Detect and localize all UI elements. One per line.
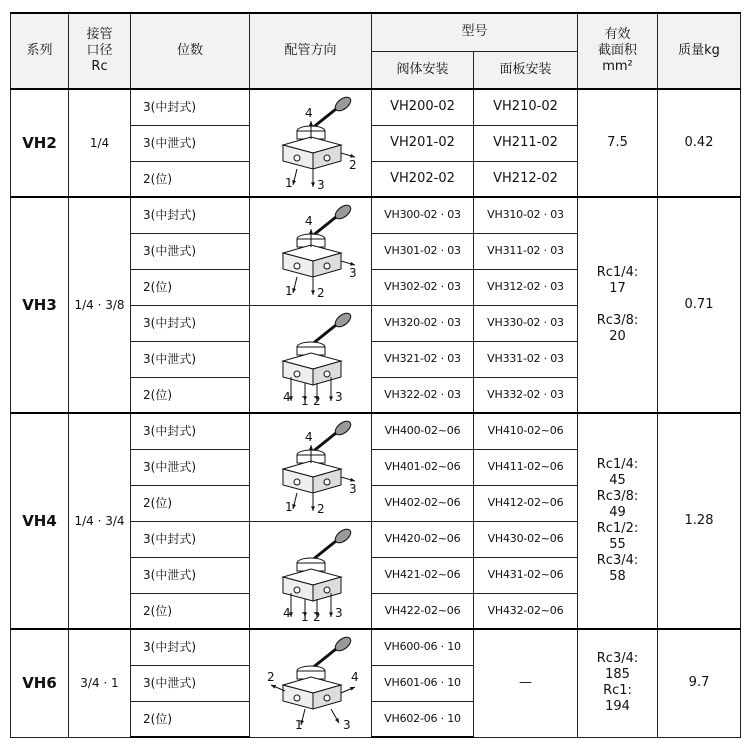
port-size: 3/4 · 1 bbox=[69, 629, 131, 737]
port-label: 4 bbox=[304, 214, 313, 229]
effective-area: Rc1/4: 17 Rc3/8: 20 bbox=[578, 197, 658, 413]
model-body-mount: VH422-02~06 bbox=[372, 593, 474, 629]
port-label: 2 bbox=[348, 158, 357, 172]
model-body-mount: VH322-02 · 03 bbox=[372, 377, 474, 413]
port-label: 1 bbox=[284, 500, 293, 515]
port-label: 2 bbox=[316, 502, 325, 516]
model-panel-mount: VH332-02 · 03 bbox=[474, 377, 578, 413]
model-body-mount: VH302-02 · 03 bbox=[372, 269, 474, 305]
series-name: VH4 bbox=[11, 413, 69, 629]
position-type: 3(中泄式) bbox=[131, 557, 250, 593]
position-type: 3(中封式) bbox=[131, 629, 250, 665]
model-body-mount: VH602-06 · 10 bbox=[372, 701, 474, 737]
header-series: 系列 bbox=[11, 13, 69, 89]
port-label: 4 bbox=[282, 389, 291, 404]
piping-diagram bbox=[250, 305, 372, 413]
model-panel-mount: VH330-02 · 03 bbox=[474, 305, 578, 341]
position-type: 2(位) bbox=[131, 593, 250, 629]
port-label: 3 bbox=[342, 718, 351, 732]
series-name: VH6 bbox=[11, 629, 69, 737]
model-panel-mount: — bbox=[474, 629, 578, 737]
port-label: 2 bbox=[266, 670, 275, 685]
port-label: 2 bbox=[312, 393, 321, 407]
model-panel-mount: VH211-02 bbox=[474, 125, 578, 161]
position-type: 3(中封式) bbox=[131, 305, 250, 341]
valve-bottom-port-icon bbox=[261, 311, 361, 407]
header-mass: 质量kg bbox=[658, 13, 741, 89]
piping-diagram bbox=[250, 521, 372, 629]
port-label: 3 bbox=[316, 178, 325, 191]
position-type: 3(中封式) bbox=[131, 197, 250, 233]
spec-table bbox=[10, 12, 741, 738]
position-type: 3(中泄式) bbox=[131, 665, 250, 701]
model-panel-mount: VH412-02~06 bbox=[474, 485, 578, 521]
model-body-mount: VH201-02 bbox=[372, 125, 474, 161]
header-port: 接管 口径 Rc bbox=[69, 13, 131, 89]
port-label: 3 bbox=[334, 389, 343, 404]
header-panel-mount: 面板安装 bbox=[474, 51, 578, 89]
header-model: 型号 bbox=[372, 13, 578, 51]
model-body-mount: VH200-02 bbox=[372, 89, 474, 125]
position-type: 2(位) bbox=[131, 377, 250, 413]
piping-diagram bbox=[250, 413, 372, 521]
position-type: 2(位) bbox=[131, 161, 250, 197]
model-body-mount: VH202-02 bbox=[372, 161, 474, 197]
piping-diagram bbox=[250, 89, 372, 197]
position-type: 3(中泄式) bbox=[131, 233, 250, 269]
header-body-mount: 阀体安装 bbox=[372, 51, 474, 89]
model-panel-mount: VH410-02~06 bbox=[474, 413, 578, 449]
port-label: 1 bbox=[300, 393, 309, 407]
model-body-mount: VH421-02~06 bbox=[372, 557, 474, 593]
port-label: 3 bbox=[348, 482, 357, 497]
header-piping: 配管方向 bbox=[250, 13, 372, 89]
model-body-mount: VH400-02~06 bbox=[372, 413, 474, 449]
position-type: 3(中封式) bbox=[131, 413, 250, 449]
valve-bottom-port-icon bbox=[261, 527, 361, 623]
port-label: 1 bbox=[284, 284, 293, 299]
table-row bbox=[11, 413, 741, 449]
series-name: VH2 bbox=[11, 89, 69, 197]
mass: 0.42 bbox=[658, 89, 741, 197]
port-label: 1 bbox=[284, 176, 293, 190]
model-panel-mount: VH431-02~06 bbox=[474, 557, 578, 593]
table-row bbox=[11, 197, 741, 233]
model-panel-mount: VH312-02 · 03 bbox=[474, 269, 578, 305]
model-panel-mount: VH430-02~06 bbox=[474, 521, 578, 557]
model-panel-mount: VH432-02~06 bbox=[474, 593, 578, 629]
piping-diagram bbox=[250, 629, 372, 737]
model-body-mount: VH601-06 · 10 bbox=[372, 665, 474, 701]
model-panel-mount: VH310-02 · 03 bbox=[474, 197, 578, 233]
valve-side-port-icon bbox=[261, 419, 361, 515]
model-body-mount: VH301-02 · 03 bbox=[372, 233, 474, 269]
port-label: 4 bbox=[350, 670, 359, 685]
model-body-mount: VH420-02~06 bbox=[372, 521, 474, 557]
effective-area: Rc1/4: 45 Rc3/8: 49 Rc1/2: 55 Rc3/4: 58 bbox=[578, 413, 658, 629]
model-panel-mount: VH331-02 · 03 bbox=[474, 341, 578, 377]
table-row bbox=[11, 629, 741, 665]
model-body-mount: VH402-02~06 bbox=[372, 485, 474, 521]
port-label: 4 bbox=[304, 430, 313, 445]
port-size: 1/4 bbox=[69, 89, 131, 197]
model-body-mount: VH300-02 · 03 bbox=[372, 197, 474, 233]
series-name: VH3 bbox=[11, 197, 69, 413]
model-body-mount: VH600-06 · 10 bbox=[372, 629, 474, 665]
port-label: 4 bbox=[282, 605, 291, 620]
table-row bbox=[11, 89, 741, 125]
model-body-mount: VH401-02~06 bbox=[372, 449, 474, 485]
effective-area: Rc3/4: 185 Rc1: 194 bbox=[578, 629, 658, 737]
port-label: 1 bbox=[300, 609, 309, 623]
port-label: 2 bbox=[312, 609, 321, 623]
position-type: 3(中封式) bbox=[131, 521, 250, 557]
port-size: 1/4 · 3/8 bbox=[69, 197, 131, 413]
header-positions: 位数 bbox=[131, 13, 250, 89]
position-type: 3(中泄式) bbox=[131, 449, 250, 485]
port-label: 3 bbox=[348, 266, 357, 281]
model-panel-mount: VH311-02 · 03 bbox=[474, 233, 578, 269]
mass: 0.71 bbox=[658, 197, 741, 413]
model-body-mount: VH320-02 · 03 bbox=[372, 305, 474, 341]
valve-side-port-icon bbox=[261, 203, 361, 299]
port-label: 3 bbox=[334, 605, 343, 620]
header-area: 有效 截面积 mm² bbox=[578, 13, 658, 89]
mass: 9.7 bbox=[658, 629, 741, 737]
position-type: 2(位) bbox=[131, 269, 250, 305]
model-panel-mount: VH411-02~06 bbox=[474, 449, 578, 485]
effective-area: 7.5 bbox=[578, 89, 658, 197]
valve-large-icon bbox=[261, 635, 361, 731]
port-label: 1 bbox=[294, 718, 303, 732]
port-label: 4 bbox=[304, 106, 313, 120]
position-type: 3(中泄式) bbox=[131, 341, 250, 377]
position-type: 3(中泄式) bbox=[131, 125, 250, 161]
model-panel-mount: VH210-02 bbox=[474, 89, 578, 125]
position-type: 3(中封式) bbox=[131, 89, 250, 125]
position-type: 2(位) bbox=[131, 485, 250, 521]
valve-side-port-icon bbox=[261, 95, 361, 191]
mass: 1.28 bbox=[658, 413, 741, 629]
position-type: 2(位) bbox=[131, 701, 250, 737]
model-panel-mount: VH212-02 bbox=[474, 161, 578, 197]
port-label: 2 bbox=[316, 286, 325, 300]
port-size: 1/4 · 3/4 bbox=[69, 413, 131, 629]
model-body-mount: VH321-02 · 03 bbox=[372, 341, 474, 377]
piping-diagram bbox=[250, 197, 372, 305]
